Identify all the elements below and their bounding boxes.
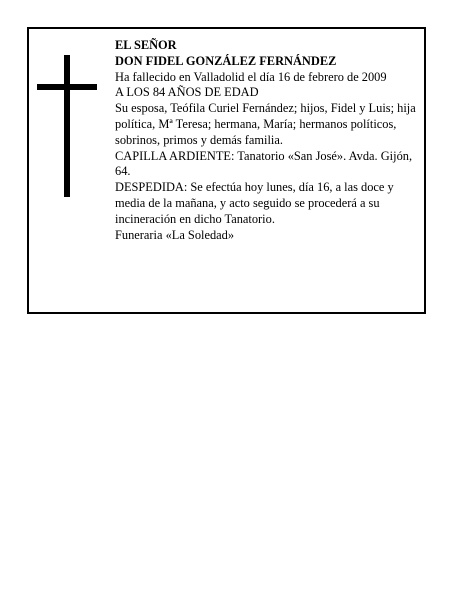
farewell-info: DESPEDIDA: Se efectúa hoy lunes, día 16, a las doce y media de la mañana, y acto seguido se procederá a su incineración en dicho Tanatorio. [115,180,394,226]
death-announcement: Ha fallecido en Valladolid el día 16 de febrero de 2009 [115,69,387,84]
funeral-home: Funeraria «La Soledad» [115,227,235,242]
family-list: Su esposa, Teófila Curiel Fernández; hijos, Fidel y Luis; hija política, Mª Teresa; hermana, María; hermanos políticos, sobrinos, primos y demás familia. [115,101,416,147]
chapel-info: CAPILLA ARDIENTE: Tanatorio «San José». Avda. Gijón, 64. [115,148,413,179]
cross-horizontal-bar [37,84,97,90]
deceased-name: DON FIDEL GONZÁLEZ FERNÁNDEZ [115,53,337,68]
obituary-text-block [115,38,425,243]
title-line-1: EL SEÑOR [115,38,177,52]
age-line: A LOS 84 AÑOS DE EDAD [115,85,259,100]
cross-vertical-bar [64,55,70,197]
